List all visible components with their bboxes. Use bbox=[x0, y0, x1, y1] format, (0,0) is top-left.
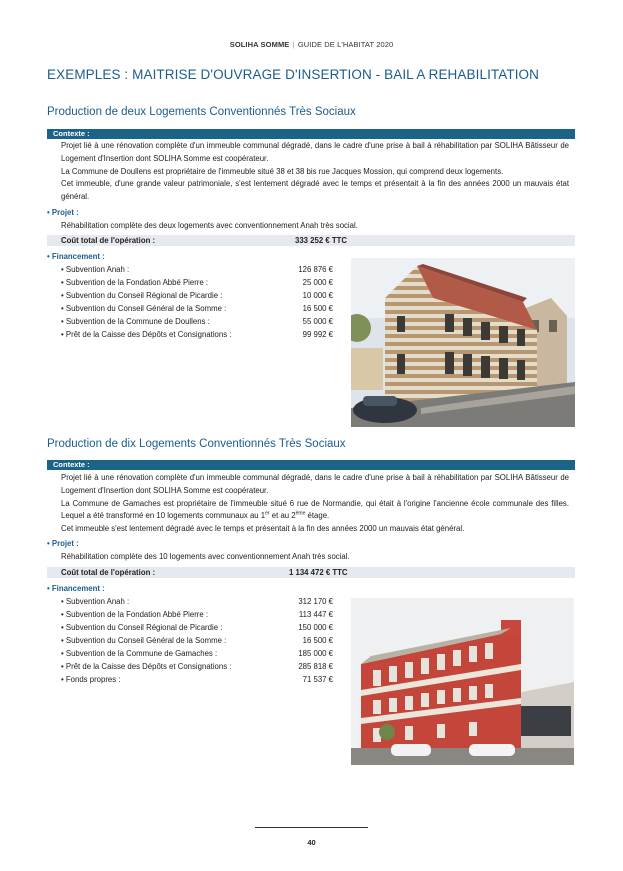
project2-contexte-line bbox=[61, 498, 569, 524]
funding-value: 150 000 € bbox=[298, 623, 333, 632]
funding-value: 312 170 € bbox=[298, 597, 333, 606]
list-item bbox=[61, 660, 333, 673]
doullens-building-illustration bbox=[351, 258, 575, 427]
list-item bbox=[61, 289, 333, 302]
ordinal-sup: ème bbox=[295, 510, 306, 517]
list-item bbox=[61, 276, 333, 289]
project2-contexte-bar: Contexte : bbox=[47, 460, 575, 470]
project1-cost-band bbox=[47, 235, 575, 246]
footer-rule bbox=[255, 827, 368, 828]
funding-label: • Subvention Anah : bbox=[61, 265, 130, 274]
project2-cost-value: 1 134 472 € TTC bbox=[289, 568, 348, 577]
project1-cost-label: Coût total de l'opération : bbox=[61, 236, 156, 245]
funding-label: • Subvention de la Fondation Abbé Pierre : bbox=[61, 610, 209, 619]
funding-label: • Subvention de la Fondation Abbé Pierre : bbox=[61, 278, 209, 287]
project1-contexte-line: Projet lié à une rénovation complète d'un immeuble communal dégradé, dans le cadre d'une prise à bail à réhabilitation par SOLIHA Bâtisseur de Logement d'Insertion dont SOLIHA Somme est coopérateur. bbox=[61, 141, 569, 163]
list-item bbox=[61, 315, 333, 328]
project1-projet-text: Réhabilitation complète des deux logements avec conventionnement Anah très social. bbox=[61, 221, 358, 230]
ordinal-sup: er bbox=[265, 510, 270, 517]
funding-label: • Prêt de la Caisse des Dépôts et Consignations : bbox=[61, 330, 232, 339]
gamaches-building-illustration bbox=[351, 598, 574, 765]
project1-projet-label: • Projet : bbox=[47, 208, 79, 217]
contexte-text-part: et au 2 bbox=[269, 511, 296, 521]
guide-title: GUIDE DE L'HABITAT 2020 bbox=[297, 40, 394, 49]
project2-title: Production de dix Logements Conventionnés Très Sociaux bbox=[47, 438, 346, 450]
doullens-building-photo bbox=[351, 258, 575, 427]
list-item bbox=[61, 608, 333, 621]
list-item bbox=[61, 647, 333, 660]
funding-label: • Subvention de la Commune de Gamaches : bbox=[61, 649, 218, 658]
funding-label: • Prêt de la Caisse des Dépôts et Consignations : bbox=[61, 662, 232, 671]
project2-contexte bbox=[61, 472, 569, 536]
header-separator: | bbox=[292, 40, 295, 49]
project2-financement-list bbox=[61, 595, 333, 686]
project2-financement-label: • Financement : bbox=[47, 584, 105, 593]
funding-value: 113 447 € bbox=[298, 610, 333, 619]
project2-cost-label: Coût total de l'opération : bbox=[61, 568, 156, 577]
list-item bbox=[61, 595, 333, 608]
project2-contexte-line: Projet lié à une rénovation complète d'un immeuble communal dégradé, dans le cadre d'une prise à bail à réhabilitation par SOLIHA Bâtisseur de Logement d'Insertion dont SOLIHA Somme est coopérateur. bbox=[61, 473, 569, 495]
project2-contexte-line: Cet immeuble s'est lentement dégradé avec le temps et présentait à la fin des années 2000 un mauvais état général. bbox=[61, 524, 465, 534]
funding-label: • Subvention Anah : bbox=[61, 597, 130, 606]
running-header bbox=[0, 40, 623, 49]
project2-projet-text: Réhabilitation complète des 10 logements avec conventionnement Anah très social. bbox=[61, 552, 350, 561]
page-title: EXEMPLES : MAITRISE D'OUVRAGE D'INSERTION - BAIL A REHABILITATION bbox=[47, 67, 540, 82]
funding-label: • Subvention du Conseil Général de la Somme : bbox=[61, 304, 227, 313]
project1-financement-label: • Financement : bbox=[47, 252, 105, 261]
funding-label: • Subvention du Conseil Régional de Picardie : bbox=[61, 623, 223, 632]
funding-value: 55 000 € bbox=[302, 317, 333, 326]
funding-value: 285 818 € bbox=[298, 662, 333, 671]
funding-value: 10 000 € bbox=[302, 291, 333, 300]
funding-value: 185 000 € bbox=[298, 649, 333, 658]
brand-name: SOLIHA SOMME bbox=[229, 40, 290, 49]
project2-cost-band bbox=[47, 567, 575, 578]
list-item bbox=[61, 673, 333, 686]
gamaches-building-photo bbox=[351, 598, 574, 765]
funding-value: 71 537 € bbox=[302, 675, 333, 684]
funding-label: • Subvention du Conseil Régional de Picardie : bbox=[61, 291, 223, 300]
list-item bbox=[61, 634, 333, 647]
funding-label: • Subvention du Conseil Général de la Somme : bbox=[61, 636, 227, 645]
funding-value: 126 876 € bbox=[298, 265, 333, 274]
list-item bbox=[61, 302, 333, 315]
funding-label: • Fonds propres : bbox=[61, 675, 121, 684]
funding-value: 99 992 € bbox=[302, 330, 333, 339]
funding-value: 16 500 € bbox=[302, 304, 333, 313]
project1-contexte bbox=[61, 140, 569, 204]
project1-financement-list bbox=[61, 263, 333, 341]
contexte-text-part: La Commune de Gamaches est propriétaire de l'immeuble situé 6 rue de Normandie, qui était à l'origine l'ancienne école communale des filles. Lequel a été transformé en 10 logements communaux au 1 bbox=[61, 498, 569, 521]
list-item bbox=[61, 263, 333, 276]
page-number: 40 bbox=[307, 838, 316, 847]
funding-label: • Subvention de la Commune de Doullens : bbox=[61, 317, 210, 326]
project1-title: Production de deux Logements Conventionnés Très Sociaux bbox=[47, 106, 356, 118]
project1-contexte-bar: Contexte : bbox=[47, 129, 575, 139]
contexte-text-part: étage. bbox=[305, 511, 330, 521]
project1-contexte-line: Cet immeuble, d'une grande valeur patrimoniale, s'est lentement dégradé avec le temps et présentait à la fin des années 2000 un mauvais état général. bbox=[61, 179, 569, 202]
list-item bbox=[61, 328, 333, 341]
project1-cost-value: 333 252 € TTC bbox=[295, 236, 348, 245]
funding-value: 25 000 € bbox=[302, 278, 333, 287]
project1-contexte-line: La Commune de Doullens est propriétaire de l'immeuble situé 38 et 38 bis rue Jacques Mossion, qui comprend deux logements. bbox=[61, 166, 504, 176]
project2-projet-label: • Projet : bbox=[47, 539, 79, 548]
funding-value: 16 500 € bbox=[302, 636, 333, 645]
list-item bbox=[61, 621, 333, 634]
